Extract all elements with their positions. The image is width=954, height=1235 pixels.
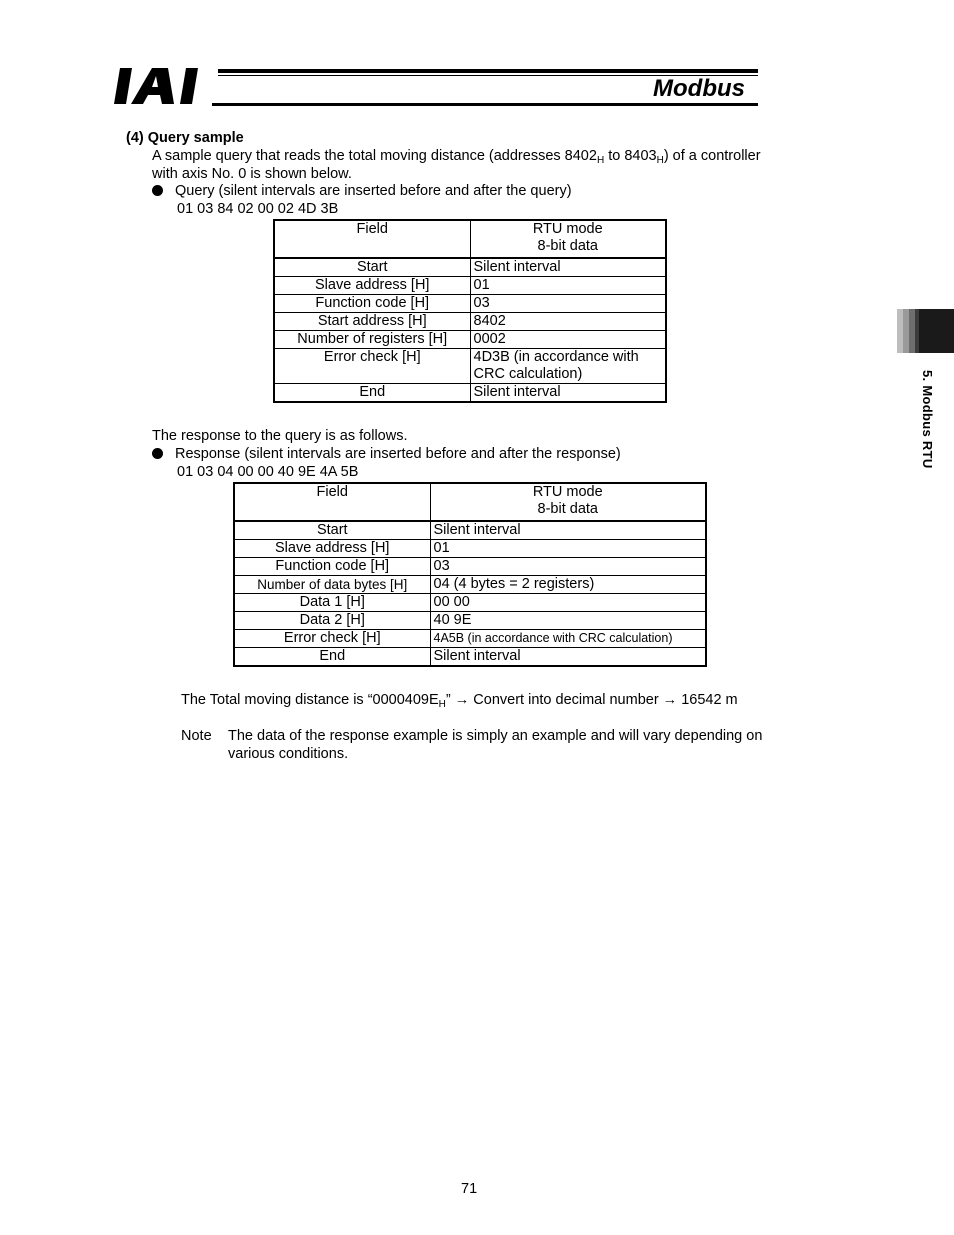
note-label: Note xyxy=(181,728,212,744)
field-cell: Error check [H] xyxy=(274,349,470,384)
value-cell: Silent interval xyxy=(430,521,706,540)
table-row xyxy=(234,558,706,576)
value-cell: 03 xyxy=(430,558,706,576)
table-row xyxy=(274,258,666,277)
value-cell: 4A5B (in accordance with CRC calculation) xyxy=(430,630,706,648)
value-cell: 03 xyxy=(470,295,666,313)
response-table xyxy=(233,482,707,667)
field-cell: Data 2 [H] xyxy=(234,612,430,630)
response-lead: The response to the query is as follows. xyxy=(152,428,408,444)
chapter-tab-gradient xyxy=(897,309,919,353)
table-row xyxy=(234,594,706,612)
table-header-row xyxy=(274,220,666,258)
table-row xyxy=(274,313,666,331)
table-row xyxy=(234,576,706,594)
field-cell: Start xyxy=(274,258,470,277)
table-row xyxy=(234,648,706,667)
section-heading: (4) Query sample xyxy=(126,130,244,146)
header-field: Field xyxy=(234,483,430,521)
query-bytes: 01 03 84 02 00 02 4D 3B xyxy=(177,201,339,217)
intro-line-2: with axis No. 0 is shown below. xyxy=(152,166,352,182)
table-row xyxy=(274,277,666,295)
value-cell: 0002 xyxy=(470,331,666,349)
table-row xyxy=(274,349,666,384)
header-field: Field xyxy=(274,220,470,258)
value-cell: Silent interval xyxy=(470,258,666,277)
field-cell: Start address [H] xyxy=(274,313,470,331)
field-cell: Number of registers [H] xyxy=(274,331,470,349)
chapter-tab-label: 5. Modbus RTU xyxy=(920,370,935,469)
iai-logo xyxy=(112,66,212,106)
note-line-1: The data of the response example is simply an example and will vary depending on xyxy=(228,728,763,744)
table-row xyxy=(234,540,706,558)
field-cell: Slave address [H] xyxy=(274,277,470,295)
table-row xyxy=(234,630,706,648)
header-rule-thick xyxy=(218,69,758,73)
header-mode: RTU mode 8-bit data xyxy=(430,483,706,521)
query-bullet-text: Query (silent intervals are inserted before and after the query) xyxy=(175,183,572,199)
intro-line-1: A sample query that reads the total moving distance (addresses $8402_H$ to $8403_H$) of a controller xyxy=(152,148,761,166)
value-cell: 40 9E xyxy=(430,612,706,630)
table-row xyxy=(274,331,666,349)
field-cell: Data 1 [H] xyxy=(234,594,430,612)
field-cell: Slave address [H] xyxy=(234,540,430,558)
value-cell: 4D3B (in accordance with CRC calculation) xyxy=(470,349,666,384)
field-cell: Function code [H] xyxy=(274,295,470,313)
response-bullet-text: Response (silent intervals are inserted before and after the response) xyxy=(175,446,621,462)
value-cell: 04 (4 bytes = 2 registers) xyxy=(430,576,706,594)
bullet-icon xyxy=(152,185,163,196)
page-number: 71 xyxy=(461,1181,478,1197)
field-cell: Function code [H] xyxy=(234,558,430,576)
field-cell: End xyxy=(234,648,430,667)
header-title: Modbus xyxy=(653,75,745,102)
field-cell: Number of data bytes [H] xyxy=(234,576,430,594)
query-table xyxy=(273,219,667,403)
value-cell: 01 xyxy=(430,540,706,558)
value-cell: Silent interval xyxy=(470,384,666,403)
value-cell: 00 00 xyxy=(430,594,706,612)
value-cell: 8402 xyxy=(470,313,666,331)
result-text: The Total moving distance is “$0000409E_H$” → Convert into decimal number → 16542 m xyxy=(181,692,738,710)
field-cell: End xyxy=(274,384,470,403)
field-cell: Error check [H] xyxy=(234,630,430,648)
chapter-tab xyxy=(919,309,954,353)
field-cell: Start xyxy=(234,521,430,540)
header-mode: RTU mode 8-bit data xyxy=(470,220,666,258)
value-cell: 01 xyxy=(470,277,666,295)
bullet-icon xyxy=(152,448,163,459)
table-row xyxy=(234,521,706,540)
value-cell: Silent interval xyxy=(430,648,706,667)
table-row xyxy=(234,612,706,630)
note-line-2: various conditions. xyxy=(228,746,349,762)
table-row xyxy=(274,295,666,313)
header-rule-bottom xyxy=(212,103,758,106)
table-header-row xyxy=(234,483,706,521)
table-row xyxy=(274,384,666,403)
response-bytes: 01 03 04 00 00 40 9E 4A 5B xyxy=(177,464,359,480)
